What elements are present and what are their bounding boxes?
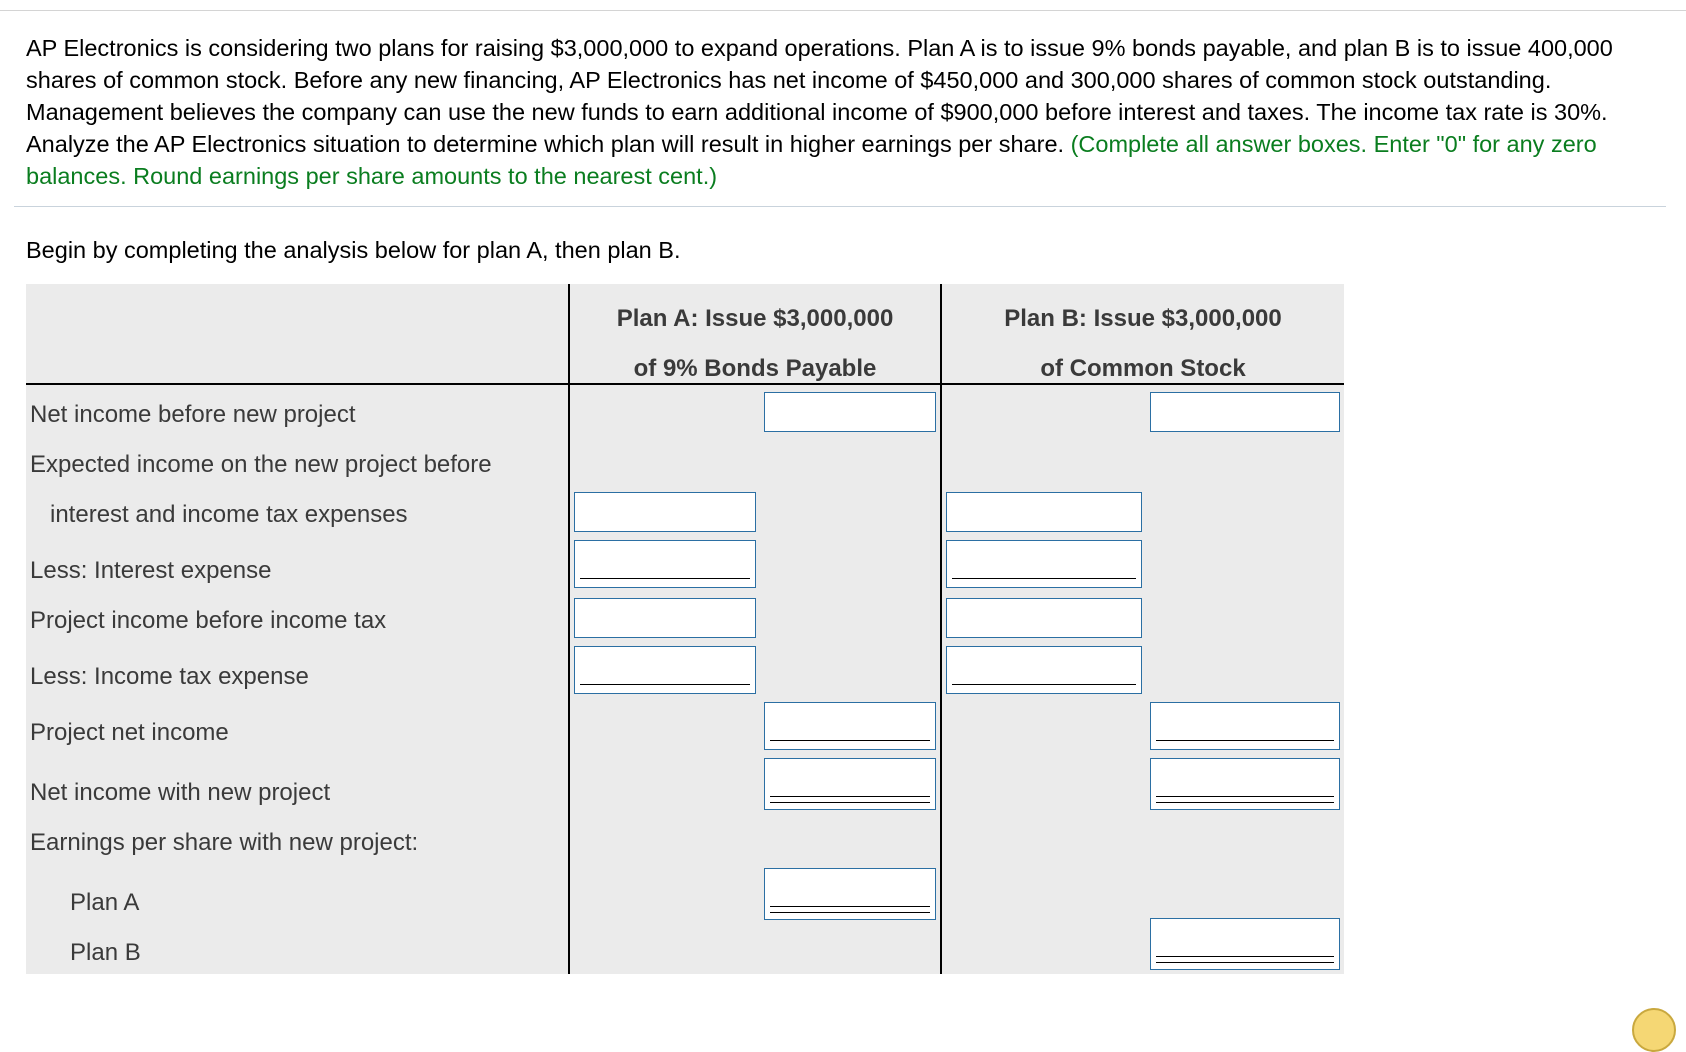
plan-b-header [942, 294, 1344, 394]
plan-b-net-income-before-input[interactable] [1150, 392, 1340, 432]
plan-b-header-line2: of Common Stock [1040, 355, 1246, 382]
plan-b-interest-expense-input[interactable] [946, 540, 1142, 588]
row-label-eps-plan-a: Plan A [70, 889, 140, 916]
row-label-eps-plan-b: Plan B [70, 939, 141, 966]
double-underline [1156, 796, 1334, 803]
plan-a-expected-income-input[interactable] [574, 492, 756, 532]
problem-statement [26, 32, 1666, 192]
eps-plan-a-input[interactable] [764, 868, 936, 920]
plan-b-income-tax-expense-input[interactable] [946, 646, 1142, 694]
plan-a-project-net-income-input[interactable] [764, 702, 936, 750]
row-label-interest-expense: Less: Interest expense [30, 557, 272, 584]
top-divider [0, 10, 1686, 11]
plan-b-project-net-income-input[interactable] [1150, 702, 1340, 750]
plan-a-header-line1: Plan A: Issue $3,000,000 [616, 305, 894, 332]
row-label-income-tax-expense: Less: Income tax expense [30, 663, 309, 690]
plan-a-net-income-with-project-input[interactable] [764, 758, 936, 810]
double-underline [770, 796, 930, 803]
row-label-net-income-before: Net income before new project [30, 401, 356, 428]
intro-text: Begin by completing the analysis below for plan A, then plan B. [26, 237, 681, 263]
help-icon[interactable] [1632, 1008, 1676, 1052]
single-underline [580, 684, 750, 686]
plan-b-header-line1: Plan B: Issue $3,000,000 [1004, 305, 1282, 332]
plan-a-net-income-before-input[interactable] [764, 392, 936, 432]
plan-a-interest-expense-input[interactable] [574, 540, 756, 588]
row-label-eps-heading: Earnings per share with new project: [30, 829, 419, 856]
row-label-project-net-income: Project net income [30, 719, 229, 746]
answer-instruction: (Complete all answer boxes. Enter "0" for any zero balances. Round earnings per share amounts to the nearest cent.) [26, 131, 1597, 189]
eps-plan-b-input[interactable] [1150, 918, 1340, 970]
problem-text: AP Electronics is considering two plans for raising $3,000,000 to expand operations. Plan A is to issue 9% bonds payable, and plan B is to issue 400,000 shares of common stock. Before any new financing, AP Electronics has net income of $450,000 and 300,000 shares of common stock outstanding. Management believes the company can use the new funds to earn additional income of $900,000 before interest and taxes. The income tax rate is 30%. Analyze the AP Electronics situation to determine which plan will result in higher earnings per share. [26, 35, 1613, 157]
single-underline [952, 684, 1136, 686]
plan-a-project-income-before-tax-input[interactable] [574, 598, 756, 638]
row-label-net-income-with-project: Net income with new project [30, 779, 331, 806]
plan-a-header [570, 294, 940, 394]
plan-b-project-income-before-tax-input[interactable] [946, 598, 1142, 638]
plan-a-income-tax-expense-input[interactable] [574, 646, 756, 694]
row-label-expected-income-2: interest and income tax expenses [50, 501, 408, 528]
double-underline [770, 906, 930, 913]
single-underline [580, 578, 750, 580]
plan-b-net-income-with-project-input[interactable] [1150, 758, 1340, 810]
row-label-project-income-before-tax: Project income before income tax [30, 607, 387, 634]
single-underline [1156, 740, 1334, 742]
single-underline [952, 578, 1136, 580]
single-underline [770, 740, 930, 742]
section-divider [14, 206, 1666, 207]
double-underline [1156, 956, 1334, 963]
plan-a-header-line2: of 9% Bonds Payable [633, 355, 877, 382]
plan-b-expected-income-input[interactable] [946, 492, 1142, 532]
row-label-expected-income-1: Expected income on the new project before [30, 451, 492, 478]
